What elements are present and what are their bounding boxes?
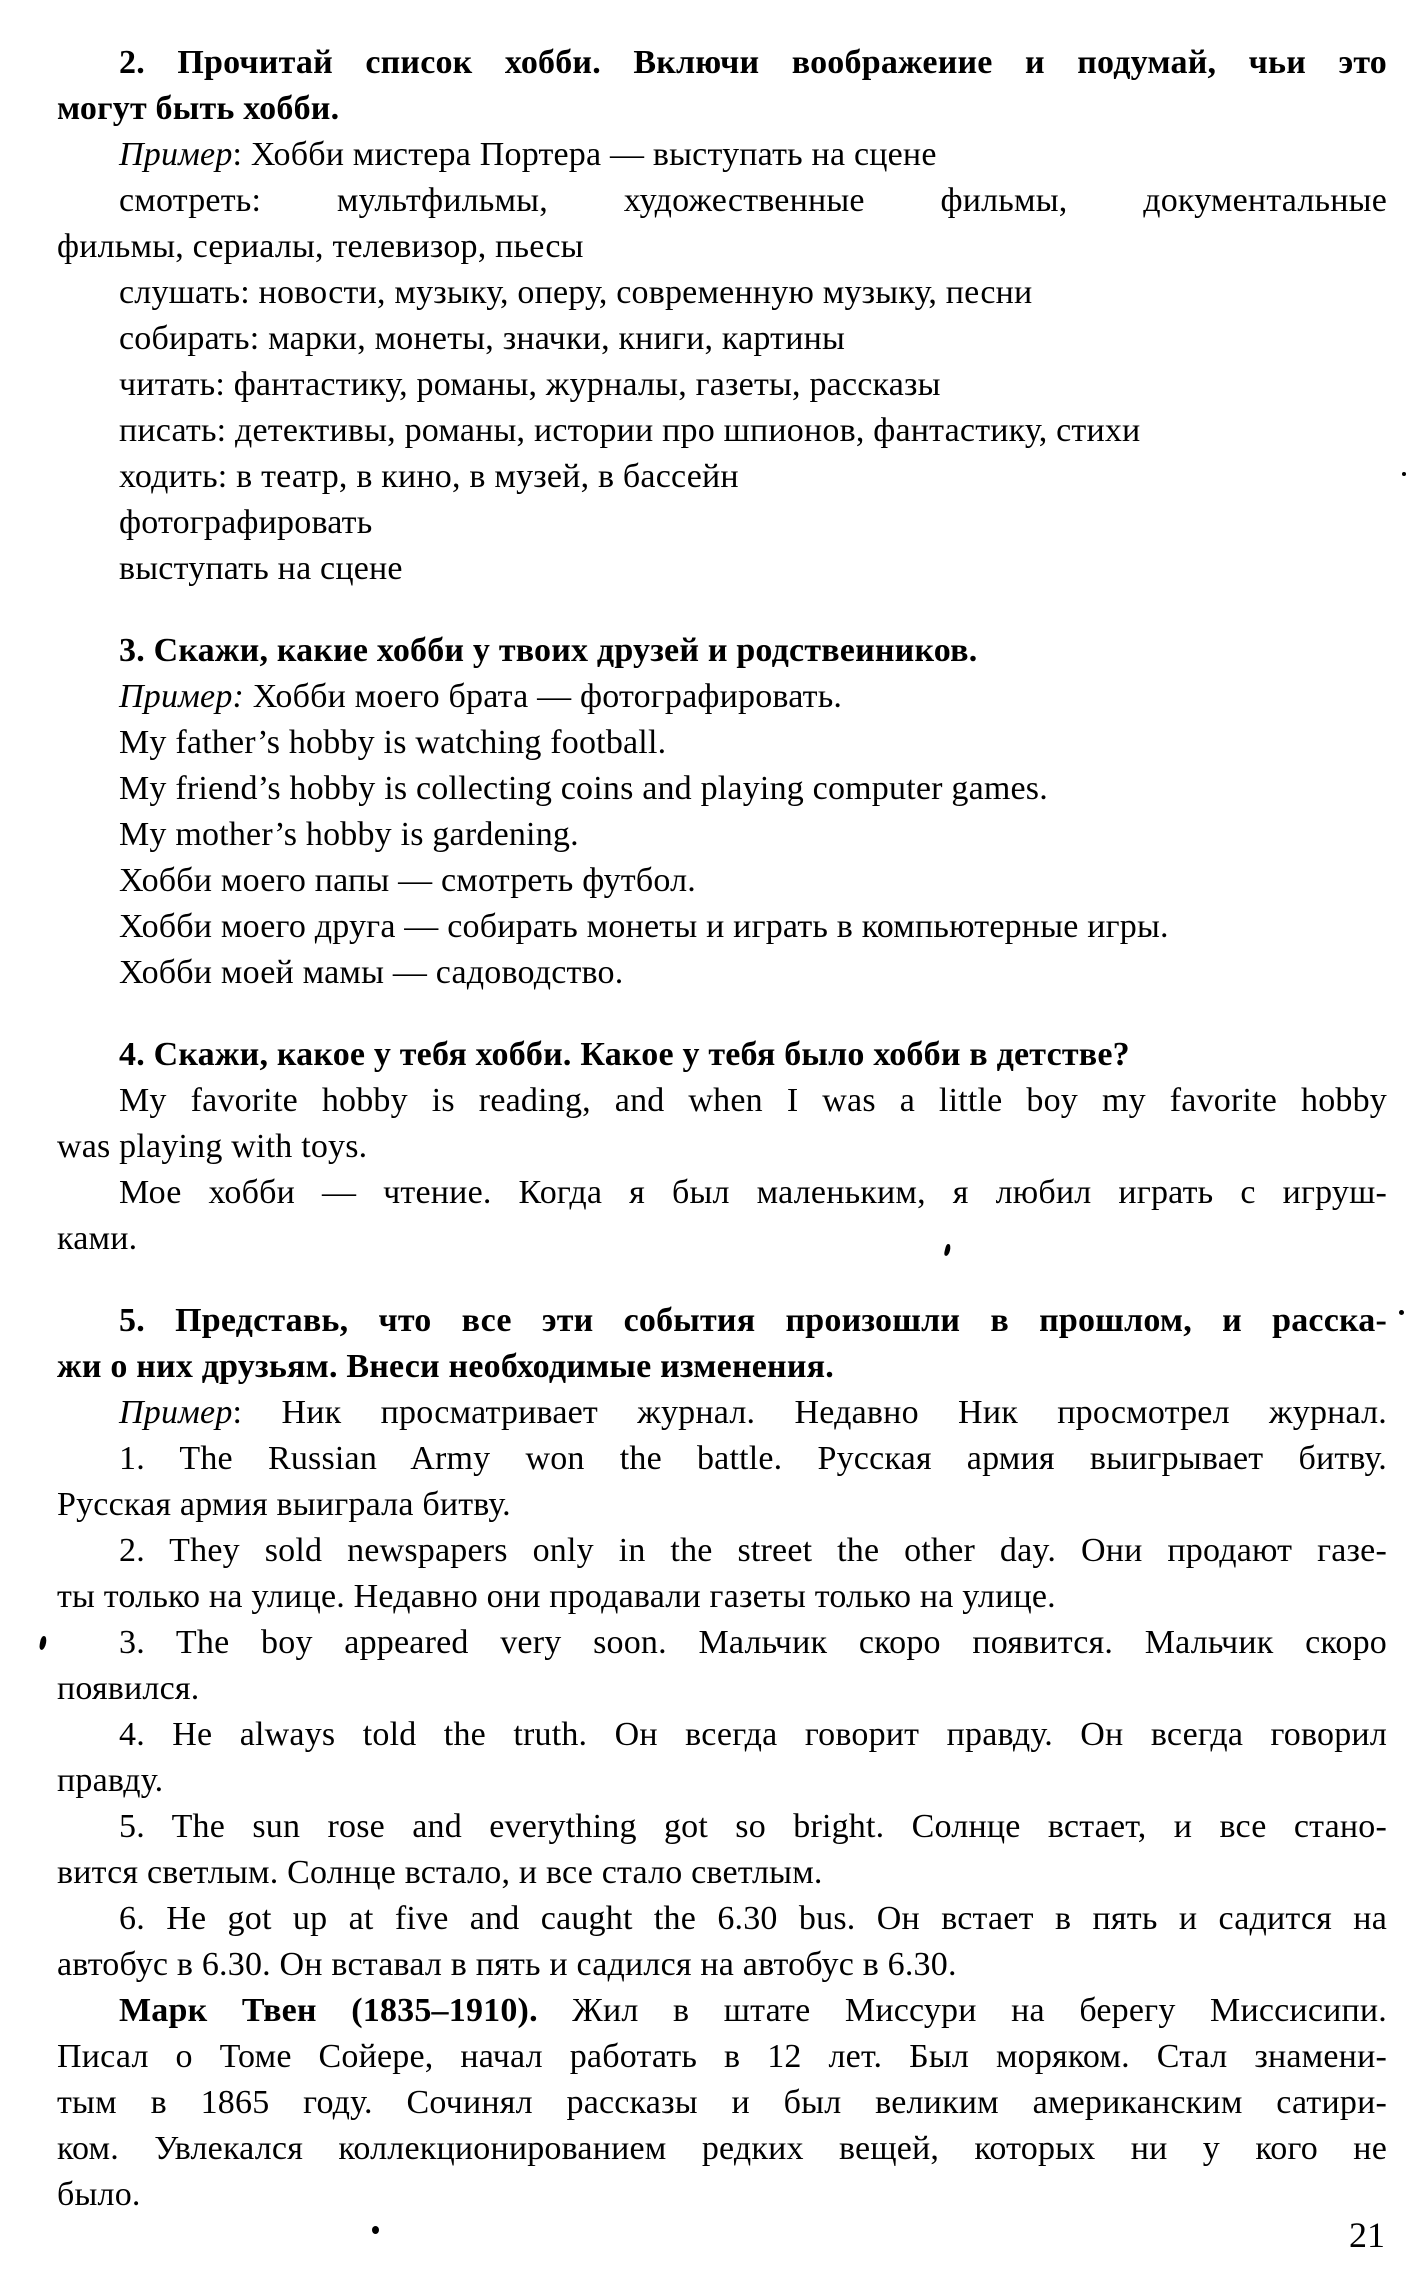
scan-artifact [1399, 1310, 1404, 1315]
text-segment: Пример: [119, 678, 245, 715]
text-line [57, 1620, 1387, 1666]
text-segment: ком. Увлекался коллекционированием редких вещей, которых ни у кого не [57, 2130, 1387, 2167]
text-segment: автобус в 6.30. Он вставал в пять и садился на автобус в 6.30. [57, 1946, 957, 1983]
text-line [57, 1078, 1387, 1124]
text-segment: 2. Прочитай список хобби. Включи воображеиие и подумай, чьи это [119, 44, 1387, 81]
text-segment: писать: детективы, романы, истории про шпионов, фантастику, стихи [119, 412, 1141, 449]
text-segment: 1. The Russian Army won the battle. Русская армия выигрывает битву. [119, 1440, 1387, 1477]
text-segment: Хобби моей мамы — садоводство. [119, 954, 624, 991]
page-content [57, 40, 1387, 2218]
text-segment: Мое хобби — чтение. Когда я был маленьким, я любил играть с игруш- [119, 1174, 1387, 1211]
text-segment: ками. [57, 1220, 138, 1257]
text-segment: тым в 1865 году. Сочинял рассказы и был великим американским сатири- [57, 2084, 1387, 2121]
text-segment: ты только на улице. Недавно они продавали газеты только на улице. [57, 1578, 1056, 1615]
scan-artifact [1402, 472, 1406, 476]
text-segment: Хобби моего брата — фотографировать. [244, 678, 843, 715]
text-line [57, 500, 1387, 546]
text-line [57, 454, 1387, 500]
text-segment: ходить: в театр, в кино, в музей, в бассейн [119, 458, 739, 495]
text-segment: My mother’s hobby is gardening. [119, 816, 579, 853]
text-line [57, 1216, 1387, 1262]
text-segment: Пример [119, 1394, 233, 1431]
text-line [57, 1804, 1387, 1850]
text-line [57, 812, 1387, 858]
text-segment: 3. Скажи, какие хобби у твоих друзей и родствеиников. [119, 632, 978, 669]
text-line [57, 270, 1387, 316]
text-line [57, 904, 1387, 950]
text-segment: was playing with toys. [57, 1128, 368, 1165]
text-segment: My father’s hobby is watching football. [119, 724, 667, 761]
text-line [57, 178, 1387, 224]
text-segment: Писал о Томе Сойере, начал работать в 12 лет. Был моряком. Стал знамени- [57, 2038, 1387, 2075]
text-segment: Хобби моего друга — собирать монеты и играть в компьютерные игры. [119, 908, 1169, 945]
text-segment: Русская армия выиграла битву. [57, 1486, 511, 1523]
text-line [57, 766, 1387, 812]
text-segment: 4. He always told the truth. Он всегда говорит правду. Он всегда говорил [119, 1716, 1387, 1753]
text-segment: Марк Твен (1835–1910). [119, 1992, 538, 2029]
text-segment: собирать: марки, монеты, значки, книги, картины [119, 320, 846, 357]
text-segment: правду. [57, 1762, 164, 1799]
text-line [57, 224, 1387, 270]
text-line [57, 2034, 1387, 2080]
text-line [57, 1436, 1387, 1482]
text-line [57, 1850, 1387, 1896]
text-line [57, 2172, 1387, 2218]
text-segment: Хобби моего папы — смотреть футбол. [119, 862, 696, 899]
text-line [57, 2126, 1387, 2172]
text-line [57, 132, 1387, 178]
text-segment: могут быть хобби. [57, 90, 340, 127]
text-line [57, 950, 1387, 996]
heading-line [57, 1344, 1387, 1390]
text-line [57, 1390, 1387, 1436]
scan-artifact [39, 1636, 47, 1651]
text-segment: вится светлым. Солнце встало, и все стало светлым. [57, 1854, 823, 1891]
text-line [57, 1896, 1387, 1942]
text-segment: : Хобби мистера Портера — выступать на сцене [232, 136, 937, 173]
text-line [57, 316, 1387, 362]
heading-line [57, 1298, 1387, 1344]
text-line [57, 2080, 1387, 2126]
text-line [57, 408, 1387, 454]
text-segment: появился. [57, 1670, 200, 1707]
text-segment: 5. The sun rose and everything got so bright. Солнце встает, и все стано- [119, 1808, 1387, 1845]
text-line [57, 1528, 1387, 1574]
text-line [57, 1666, 1387, 1712]
text-line [57, 1574, 1387, 1620]
heading-line [57, 628, 1387, 674]
text-line [57, 546, 1387, 592]
text-line [57, 362, 1387, 408]
text-segment: My friend’s hobby is collecting coins and playing computer games. [119, 770, 1048, 807]
heading-line [57, 40, 1387, 86]
text-segment: Пример [119, 136, 233, 173]
heading-line [57, 1988, 1387, 2034]
text-segment: 6. He got up at five and caught the 6.30 bus. Он встает в пять и садится на [119, 1900, 1387, 1937]
text-line [57, 858, 1387, 904]
text-segment: 5. Представь, что все эти события произошли в прошлом, и расска- [119, 1302, 1387, 1339]
text-segment: выступать на сцене [119, 550, 403, 587]
text-segment: : Ник просматривает журнал. Недавно Ник просмотрел журнал. [232, 1394, 1387, 1431]
text-segment: 4. Скажи, какое у тебя хобби. Какое у тебя было хобби в детстве? [119, 1036, 1130, 1073]
text-segment: слушать: новости, музыку, оперу, современную музыку, песни [119, 274, 1033, 311]
heading-line [57, 1032, 1387, 1078]
text-segment: фильмы, сериалы, телевизор, пьесы [57, 228, 584, 265]
text-segment: Жил в штате Миссури на берегу Миссисипи. [537, 1992, 1388, 2029]
text-line [57, 720, 1387, 766]
text-line [57, 1482, 1387, 1528]
text-line [57, 674, 1387, 720]
text-line [57, 1124, 1387, 1170]
text-segment: 3. The boy appeared very soon. Мальчик скоро появится. Мальчик скоро [119, 1624, 1387, 1661]
text-segment: фотографировать [119, 504, 373, 541]
scan-artifact [372, 2226, 379, 2234]
heading-line [57, 86, 1387, 132]
page-number: 21 [1349, 2215, 1385, 2255]
text-line [57, 1712, 1387, 1758]
text-segment: было. [57, 2176, 141, 2213]
text-segment: 2. They sold newspapers only in the street the other day. Они продают газе- [119, 1532, 1387, 1569]
text-segment: читать: фантастику, романы, журналы, газеты, рассказы [119, 366, 941, 403]
text-segment: жи о них друзьям. Внеси необходимые изменения. [57, 1348, 834, 1385]
text-line [57, 1758, 1387, 1804]
text-line [57, 1170, 1387, 1216]
text-line [57, 1942, 1387, 1988]
text-segment: смотреть: мультфильмы, художественные фильмы, документальные [119, 182, 1387, 219]
text-segment: My favorite hobby is reading, and when I was a little boy my favorite hobby [119, 1082, 1387, 1119]
